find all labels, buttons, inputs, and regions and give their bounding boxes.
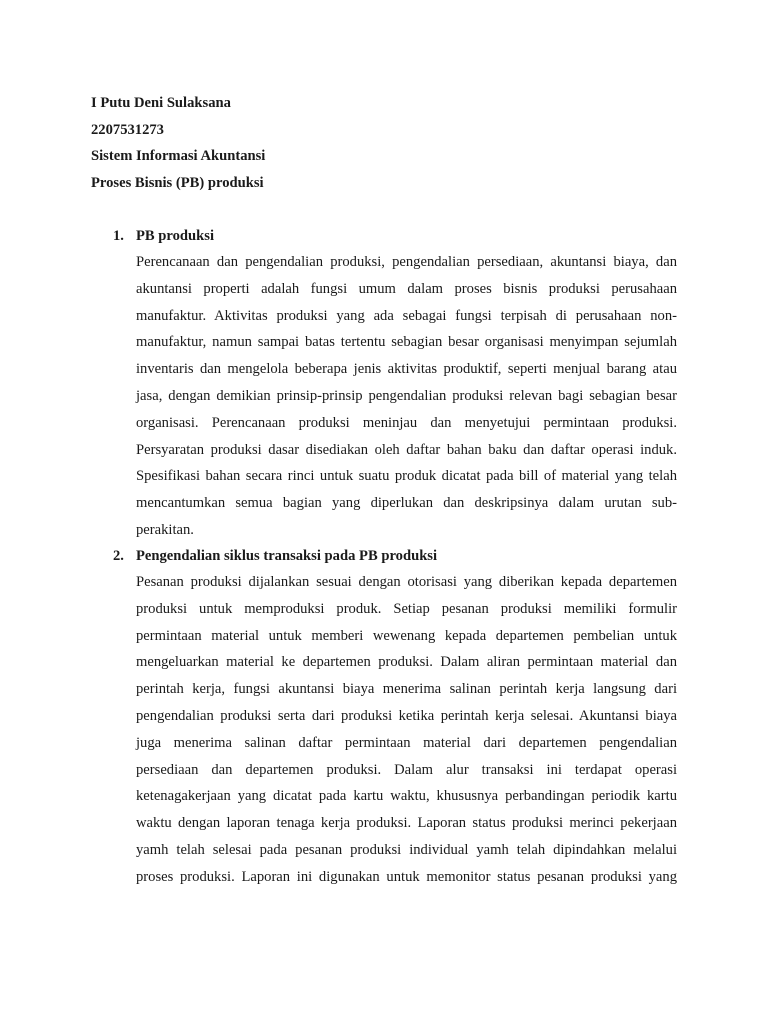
paragraph-line: mencantumkan semua bagian yang diperlukan dan deskripsinya dalam urutan sub- xyxy=(136,495,677,512)
section-paragraph xyxy=(136,572,677,894)
section-2 xyxy=(91,546,677,894)
section-number: 2. xyxy=(113,548,124,564)
paragraph-line: mengeluarkan material ke departemen produksi. Dalam aliran permintaan material dan xyxy=(136,654,677,671)
topic-title: Proses Bisnis (PB) produksi xyxy=(91,175,264,192)
paragraph-line: juga menerima salinan daftar permintaan material dari departemen pengendalian xyxy=(136,734,677,751)
paragraph-line: persediaan dan departemen produksi. Dalam alur transaksi ini terdapat operasi xyxy=(136,761,677,778)
section-title: Pengendalian siklus transaksi pada PB produksi xyxy=(136,548,438,564)
paragraph-line: manufaktur. Aktivitas produksi yang ada sebagai fungsi terpisah di perusahaan non- xyxy=(136,307,677,324)
paragraph-line: yamh telah selesai pada pesanan produksi individual yamh telah dipindahkan melalui xyxy=(136,841,677,858)
paragraph-line: manufaktur, namun sampai batas tertentu sebagian besar organisasi menyimpan sejumlah xyxy=(136,334,677,351)
paragraph-line: perintah kerja, fungsi akuntansi biaya menerima salinan perintah kerja langsung dari xyxy=(136,681,677,698)
section-number: 1. xyxy=(113,228,124,244)
paragraph-line: perakitan. xyxy=(136,521,194,538)
section-1 xyxy=(91,226,677,547)
paragraph-line: permintaan material untuk memberi wewenang kepada departemen pembelian untuk xyxy=(136,627,677,644)
paragraph-line: organisasi. Perencanaan produksi meninjau dan menyetujui permintaan produksi. xyxy=(136,414,677,431)
section-paragraph xyxy=(136,252,677,547)
section-heading xyxy=(91,226,677,246)
paragraph-line: Perencanaan dan pengendalian produksi, pengendalian persediaan, akuntansi biaya, dan xyxy=(136,254,677,270)
student-id: 2207531273 xyxy=(91,121,164,138)
document-header xyxy=(91,93,691,200)
paragraph-line: jasa, dengan demikian prinsip-prinsip pengendalian produksi relevan bagi sebagian besar xyxy=(136,387,677,404)
paragraph-line: akuntansi properti adalah fungsi umum dalam proses bisnis produksi perusahaan xyxy=(136,280,677,297)
author-name: I Putu Deni Sulaksana xyxy=(91,95,231,111)
section-title: PB produksi xyxy=(136,228,215,244)
paragraph-line: Persyaratan produksi dasar disediakan oleh daftar bahan baku dan daftar operasi induk. xyxy=(136,441,677,458)
paragraph-line: waktu dengan laporan tenaga kerja produksi. Laporan status produksi merinci pekerjaan xyxy=(136,815,677,832)
paragraph-line: produksi untuk memproduksi produk. Setiap pesanan produksi memiliki formulir xyxy=(136,600,677,617)
section-heading xyxy=(91,546,677,566)
paragraph-line: Spesifikasi bahan secara rinci untuk suatu produk dicatat pada bill of material yang telah xyxy=(136,468,677,485)
paragraph-line: inventaris dan mengelola beberapa jenis aktivitas produktif, seperti menjual barang atau xyxy=(136,361,677,378)
paragraph-line: ketenagakerjaan yang dicatat pada kartu waktu, khususnya perbandingan periodik kartu xyxy=(136,788,677,805)
paragraph-line: pengendalian produksi serta dari produksi ketika perintah kerja selesai. Akuntansi biaya xyxy=(136,707,677,724)
paragraph-line: Pesanan produksi dijalankan sesuai dengan otorisasi yang diberikan kepada departemen xyxy=(136,574,677,590)
course-name: Sistem Informasi Akuntansi xyxy=(91,148,266,165)
paragraph-line: proses produksi. Laporan ini digunakan untuk memonitor status pesanan produksi yang xyxy=(136,868,677,885)
